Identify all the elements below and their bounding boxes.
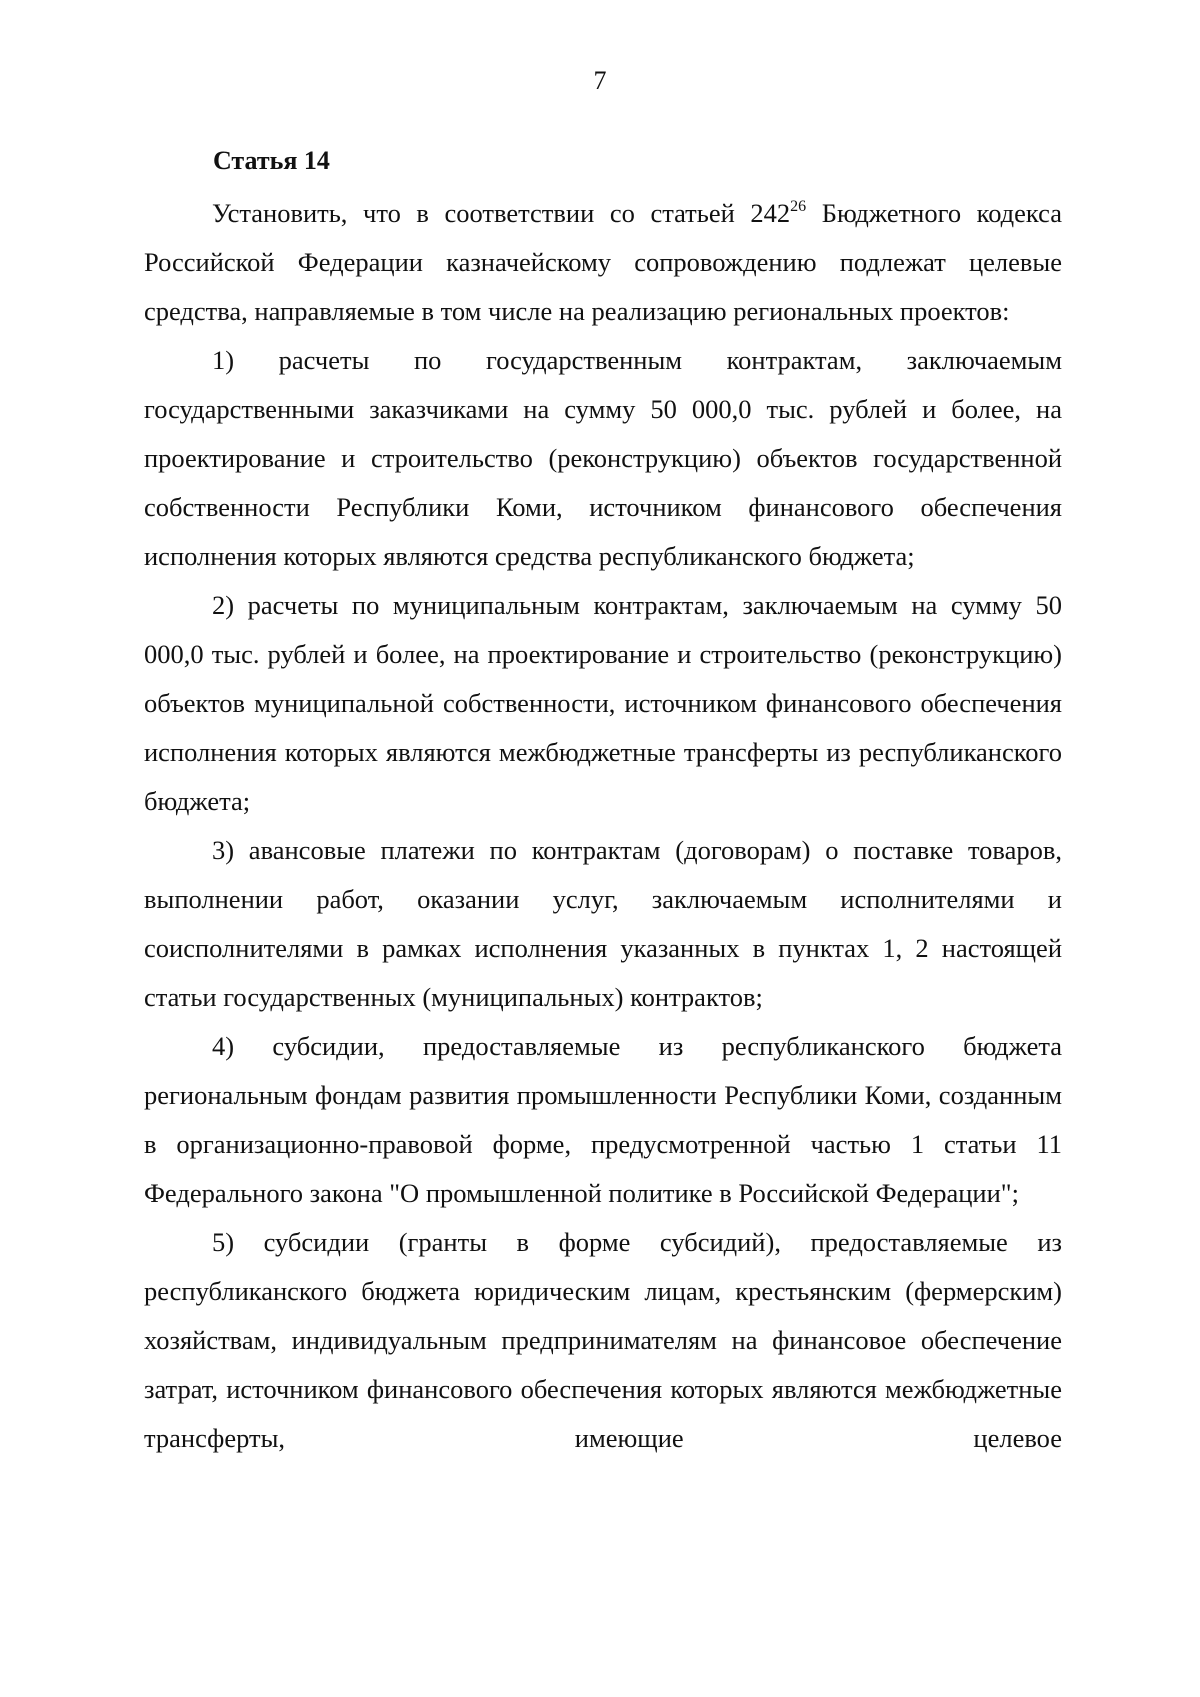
list-item-3: 3) авансовые платежи по контрактам (договорам) о поставке товаров, выполнении работ, оказании услуг, заключаемым исполнителями и соисполнителями в рамках исполнения указанных в пунктах 1, 2 настоящей статьи государственных (муниципальных) контрактов; xyxy=(144,835,1062,1012)
article-title: Статья 14 xyxy=(213,146,330,175)
list-item-2: 2) расчеты по муниципальным контрактам, заключаемым на сумму 50 000,0 тыс. рублей и более, на проектирование и строительство (реконструкцию) объектов муниципальной собственности, источником финансового обеспечения исполнения которых являются межбюджетные трансферты из республиканского бюджета; xyxy=(144,590,1062,816)
article-intro-paragraph xyxy=(144,189,1062,336)
intro-superscript: 26 xyxy=(790,197,807,215)
intro-text-start: Установить, что в соответствии со статьей 242 xyxy=(212,198,791,228)
list-item-5: 5) субсидии (гранты в форме субсидий), предоставляемые из республиканского бюджета юридическим лицам, крестьянским (фермерским) хозяйствам, индивидуальным предпринимателям на финансовое обеспечение затрат, источником финансового обеспечения которых являются межбюджетные трансферты, имеющие целевое xyxy=(144,1227,1062,1453)
intro-text-end: Бюджетного кодекса Российской Федерации казначейскому сопровождению подлежат целевые средства, направляемые в том числе на реализацию региональных проектов: xyxy=(144,198,1062,326)
page-number: 7 xyxy=(593,66,607,95)
list-item-4: 4) субсидии, предоставляемые из республиканского бюджета региональным фондам развития промышленности Республики Коми, созданным в организационно-правовой форме, предусмотренной частью 1 статьи 11 Федерального закона "О промышленной политике в Российской Федерации"; xyxy=(144,1031,1062,1208)
article-body xyxy=(144,189,1062,1463)
list-item-1: 1) расчеты по государственным контрактам, заключаемым государственными заказчиками на сумму 50 000,0 тыс. рублей и более, на проектирование и строительство (реконструкцию) объектов государственной собственности Республики Коми, источником финансового обеспечения исполнения которых являются средства республиканского бюджета; xyxy=(144,345,1062,571)
